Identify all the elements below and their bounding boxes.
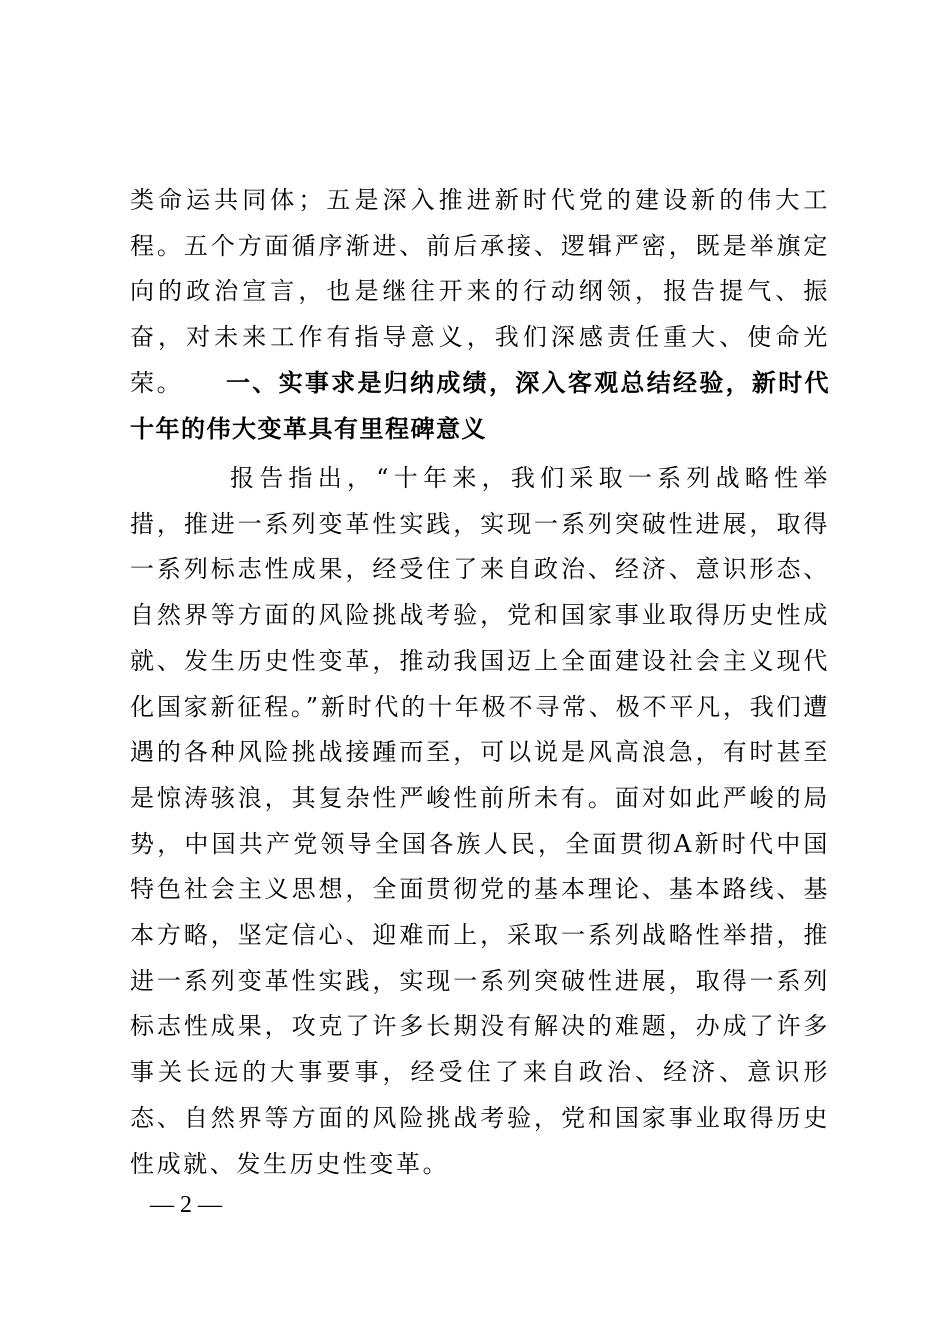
body-paragraph-continued: 类命运共同体；五是深入推进新时代党的建设新的伟大工程。五个方面循序渐进、前后承接、逻辑严密，既是举旗定向的政治宣言，也是继往开来的行动纲领，报告提气、振奋，对未来工作有指导意义，我们深感责任重大、使命光荣。 — [130, 186, 830, 397]
section-heading: 一、实事求是归纳成绩，深入客观总结经验，新时代十年的伟大变革具有里程碑意义 — [130, 369, 830, 443]
page-number: — 2 — — [150, 1192, 222, 1218]
body-paragraph-main: 报告指出，“十年来，我们采取一系列战略性举措，推进一系列变革性实践，实现一系列突破性进展，取得一系列标志性成果，经受住了来自政治、经济、意识形态、自然界等方面的风险挑战考验，党和国家事业取得历史性成就、发生历史性变革，推动我国迈上全面建设社会主义现代化国家新征程。”新时代的十年极不寻常、极不平凡，我们遭遇的各种风险挑战接踵而至，可以说是风高浪急，有时甚至是惊涛骇浪，其复杂性严峻性前所未有。面对如此严峻的局势，中国共产党领导全国各族人民，全面贯彻A新时代中国特色社会主义思想，全面贯彻党的基本理论、基本路线、基本方略，坚定信心、迎难而上，采取一系列战略性举措，推进一系列变革性实践，实现一系列突破性进展，取得一系列标志性成果，攻克了许多长期没有解决的难题，办成了许多事关长远的大事要事，经受住了来自政治、经济、意识形态、自然界等方面的风险挑战考验，党和国家事业取得历史性成就、发生历史性变革。 — [130, 464, 830, 1178]
